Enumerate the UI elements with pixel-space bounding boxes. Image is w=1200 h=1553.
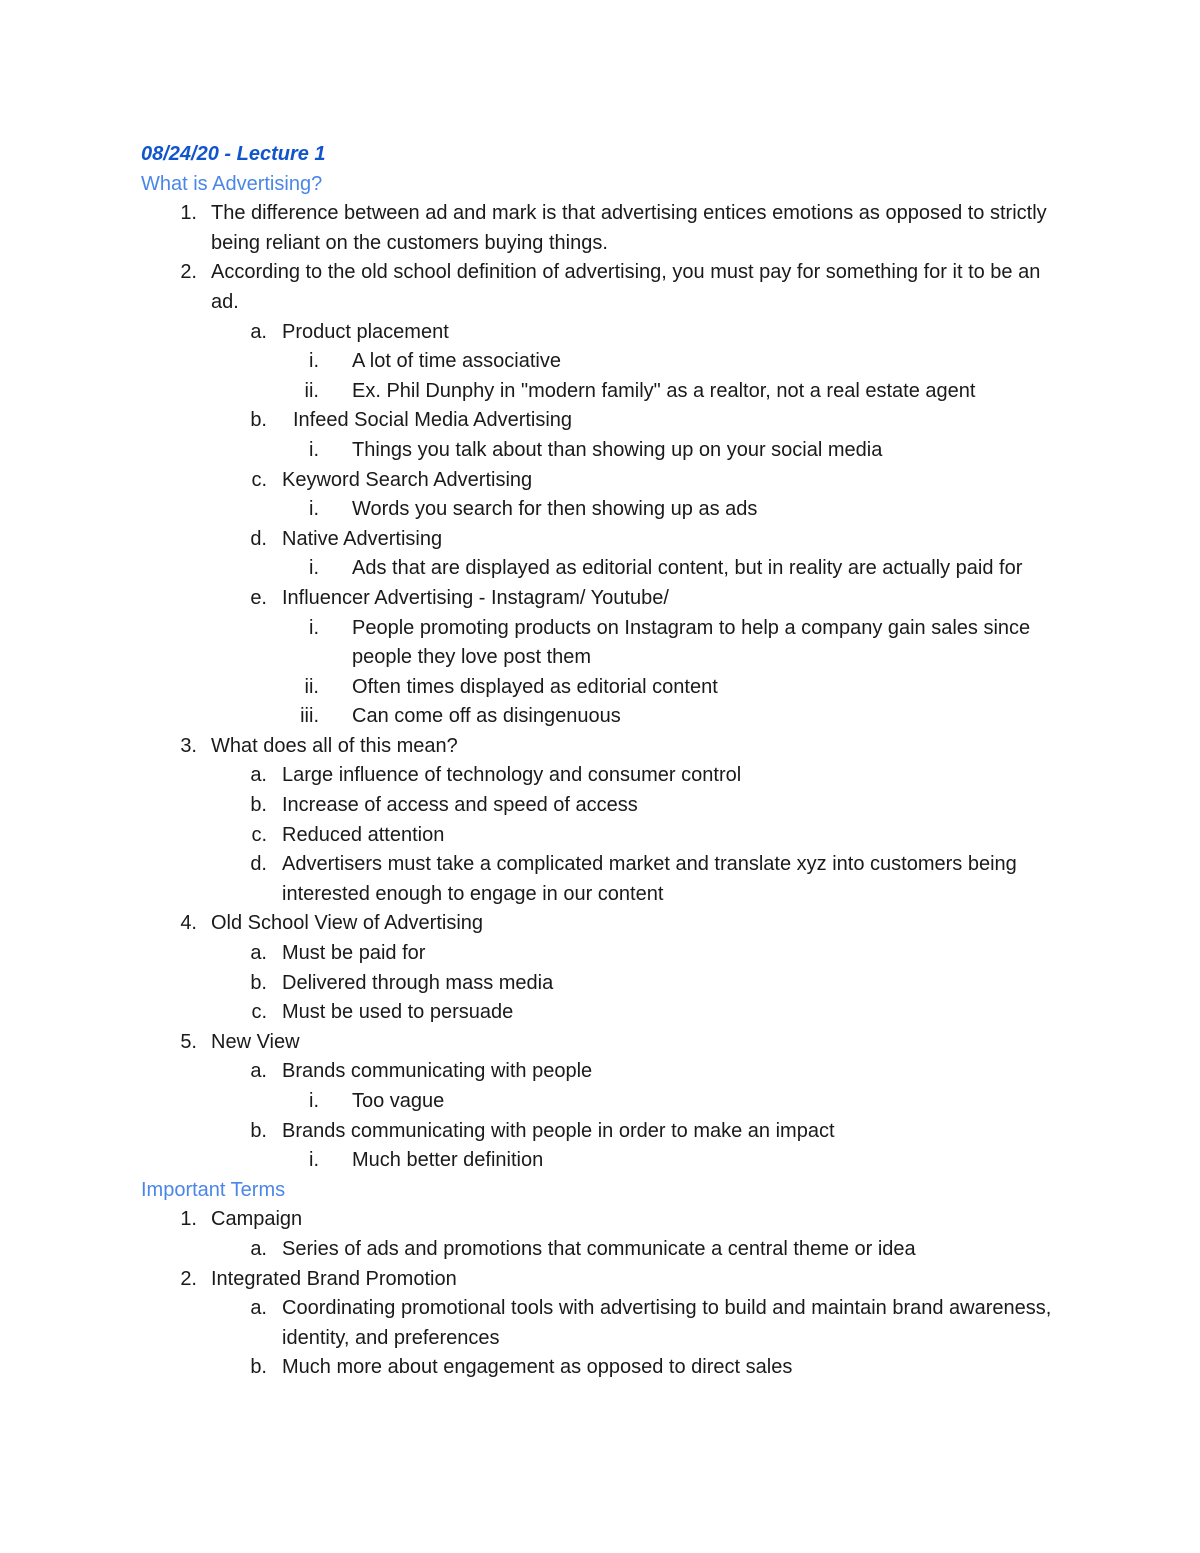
list-item-level3: [141, 347, 1061, 377]
list-item-level3: [141, 614, 1061, 673]
list-item-text: Increase of access and speed of access: [282, 794, 638, 817]
list-item-text: Things you talk about than showing up on your social media: [352, 438, 883, 461]
list-marker: i.: [309, 1149, 319, 1172]
list-marker: c.: [251, 468, 267, 491]
list-marker: 4.: [180, 912, 197, 935]
list-marker: a.: [250, 1297, 267, 1320]
list-marker: c.: [251, 1001, 267, 1024]
list-marker: iii.: [300, 705, 319, 728]
list-item-text: New View: [211, 1030, 300, 1053]
list-marker: i.: [309, 438, 319, 461]
list-item-text: Too vague: [352, 1090, 445, 1112]
list-marker: ii.: [304, 675, 319, 698]
list-item-text: The difference between ad and mark is that advertising entices emotions as opposed to strictly being reliant on the customers buying things.: [211, 202, 1047, 254]
list-item-text: Infeed Social Media Advertising: [293, 409, 573, 432]
list-item-level2: [141, 1117, 1061, 1147]
list-item-text: People promoting products on Instagram to help a company gain sales since people they love post them: [352, 616, 1031, 669]
list-marker: b.: [250, 1119, 267, 1142]
list-marker: a.: [250, 764, 267, 787]
list-marker: i.: [309, 350, 319, 373]
list-item-level3: [141, 1087, 1061, 1117]
list-item-text: Coordinating promotional tools with advertising to build and maintain brand awareness, identity, and preferences: [282, 1297, 1052, 1349]
list-item-level2: [141, 318, 1061, 348]
list-item-level2: [141, 1353, 1061, 1383]
list-item-text: Must be used to persuade: [282, 1001, 514, 1024]
list-marker: a.: [250, 1060, 267, 1083]
list-marker: ii.: [304, 379, 319, 402]
list-item-level1: [141, 199, 1061, 258]
list-marker: 2.: [180, 1267, 197, 1290]
list-item-level2: [141, 525, 1061, 555]
list-item-level2: [141, 1294, 1061, 1353]
list-item-text: Brands communicating with people: [282, 1060, 593, 1083]
list-item-text: Integrated Brand Promotion: [211, 1267, 457, 1290]
list-marker: 2.: [180, 261, 197, 284]
list-marker: 1.: [180, 1208, 197, 1231]
list-marker: a.: [250, 1237, 267, 1260]
list-item-level2: [141, 584, 1061, 614]
list-item-text: Ads that are displayed as editorial content, but in reality are actually paid for: [352, 557, 1023, 580]
list-item-level1: [141, 909, 1061, 939]
list-item-level1: [141, 258, 1061, 317]
list-item-text: Product placement: [282, 320, 449, 343]
sections-container: [141, 170, 1061, 1383]
list-item-text: Much better definition: [352, 1149, 544, 1172]
list-item-text: Campaign: [211, 1208, 303, 1231]
list-item-text: A lot of time associative: [352, 350, 561, 373]
list-item-text: Words you search for then showing up as ads: [352, 498, 758, 521]
list-item-text: Advertisers must take a complicated market and translate xyz into customers being interested enough to engage in our content: [282, 853, 1017, 905]
list-item-text: Old School View of Advertising: [211, 912, 484, 935]
list-item-text: Much more about engagement as opposed to direct sales: [282, 1356, 793, 1379]
list-marker: c.: [251, 823, 267, 846]
list-marker: b.: [250, 409, 267, 432]
list-item-level2: [141, 850, 1061, 909]
list-item-text: Reduced attention: [282, 823, 445, 846]
list-item-text: What does all of this mean?: [211, 734, 458, 757]
list-item-text: According to the old school definition of advertising, you must pay for something for it to be an ad.: [211, 261, 1041, 313]
list-marker: a.: [250, 942, 267, 965]
list-item-text: Series of ads and promotions that communicate a central theme or idea: [282, 1237, 916, 1260]
list-item-text: Large influence of technology and consumer control: [282, 764, 742, 787]
list-item-level1: [141, 1265, 1061, 1295]
list-item-level3: [141, 436, 1061, 466]
list-item-level2: [141, 1057, 1061, 1087]
list-item-level3: [141, 495, 1061, 525]
list-marker: b.: [250, 971, 267, 994]
list-item-level2: [141, 1235, 1061, 1265]
list-item-level1: [141, 732, 1061, 762]
list-item-level2: [141, 821, 1061, 851]
list-marker: d.: [250, 527, 267, 550]
list-marker: 1.: [180, 202, 197, 225]
list-marker: i.: [309, 557, 319, 580]
document-content: [141, 140, 1061, 1383]
list-item-level2: [141, 406, 1061, 436]
list-item-text: Ex. Phil Dunphy in "modern family" as a realtor, not a real estate agent: [352, 379, 976, 402]
list-item-text: Influencer Advertising - Instagram/ Youtube/: [282, 586, 669, 609]
list-item-text: Keyword Search Advertising: [282, 468, 533, 491]
list-marker: b.: [250, 1356, 267, 1379]
list-item-text: Brands communicating with people in order to make an impact: [282, 1119, 835, 1142]
list-item-level2: [141, 761, 1061, 791]
list-marker: 5.: [180, 1030, 197, 1053]
list-marker: 3.: [180, 734, 197, 757]
list-item-level2: [141, 466, 1061, 496]
list-item-level1: [141, 1028, 1061, 1058]
list-marker: b.: [250, 794, 267, 817]
list-item-level2: [141, 969, 1061, 999]
list-item-level3: [141, 554, 1061, 584]
list-item-text: Delivered through mass media: [282, 971, 554, 994]
list-item-text: Native Advertising: [282, 527, 443, 550]
section-heading: What is Advertising?: [141, 172, 323, 195]
list-item-text: Often times displayed as editorial content: [352, 675, 718, 698]
list-marker: i.: [309, 1090, 319, 1112]
lecture-title: 08/24/20 - Lecture 1: [141, 143, 326, 165]
list-item-level3: [141, 377, 1061, 407]
list-marker: e.: [250, 586, 267, 609]
list-item-text: Must be paid for: [282, 942, 426, 965]
list-item-level2: [141, 791, 1061, 821]
list-item-level3: [141, 702, 1061, 732]
section-heading: Important Terms: [141, 1178, 286, 1201]
list-marker: d.: [250, 853, 267, 876]
list-item-level2: [141, 998, 1061, 1028]
list-marker: i.: [309, 498, 319, 521]
list-item-level1: [141, 1205, 1061, 1235]
list-item-level3: [141, 1146, 1061, 1176]
list-marker: i.: [309, 616, 319, 639]
list-item-text: Can come off as disingenuous: [352, 705, 621, 728]
list-item-level3: [141, 673, 1061, 703]
list-item-level2: [141, 939, 1061, 969]
list-marker: a.: [250, 320, 267, 343]
